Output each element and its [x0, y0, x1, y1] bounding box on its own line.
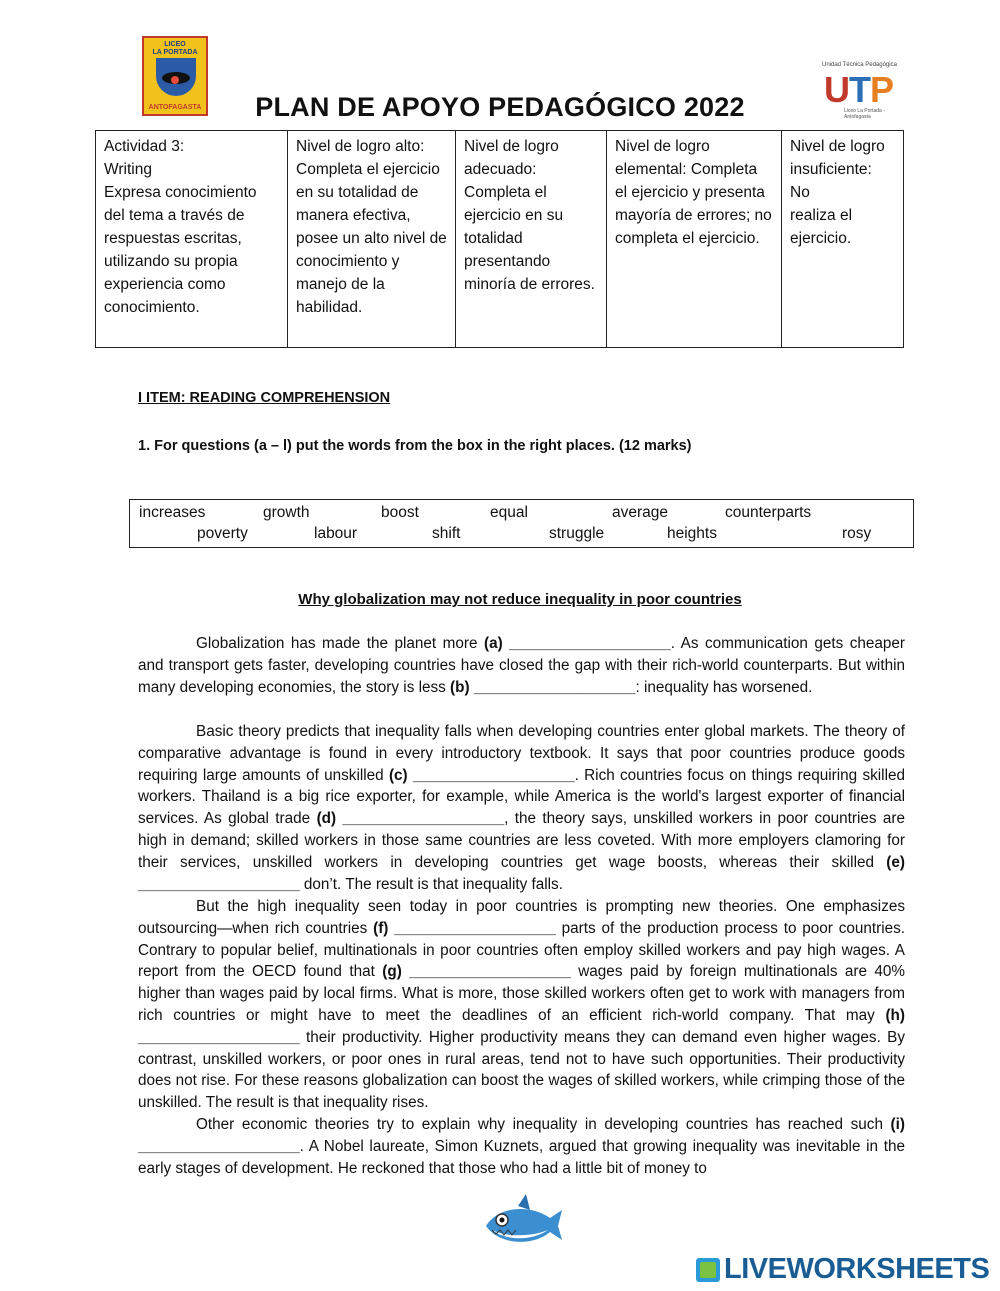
- gap-blank-d[interactable]: ___________________: [342, 810, 505, 828]
- word-item: labour: [314, 525, 358, 542]
- article-paragraph-1: Globalization has made the planet more (a) ___________________. As communication gets cheaper and transport gets faster, developing countries have closed the gap with their rich-world counterparts. But within many developing economies, the story is less (b) ___________________: inequality has worsened.: [138, 635, 905, 696]
- word-item: growth: [263, 504, 310, 521]
- word-item: increases: [139, 504, 206, 521]
- gap-label-i: (i): [890, 1116, 905, 1133]
- gap-blank-c[interactable]: ___________________: [412, 766, 575, 784]
- utp-logo: [820, 62, 910, 118]
- gap-label-a: (a): [483, 635, 503, 652]
- section-title: I ITEM: READING COMPREHENSION: [138, 390, 391, 406]
- utp-u: U: [824, 69, 849, 110]
- rubric-cell-insufficient: Nivel de logro insuficiente: No realiza el ejercicio.: [782, 131, 904, 348]
- gap-label-g: (g): [382, 963, 402, 981]
- word-item: average: [612, 504, 669, 521]
- word-item: heights: [667, 525, 717, 542]
- gap-blank-e[interactable]: ___________________: [138, 875, 300, 893]
- gap-label-d: (d): [316, 810, 337, 828]
- school-emblem-icon: [156, 58, 196, 96]
- rubric-row: [96, 131, 904, 348]
- word-item: equal: [490, 504, 528, 521]
- gap-label-c: (c): [388, 766, 408, 784]
- word-item: poverty: [197, 525, 248, 542]
- article-paragraph-4: Other economic theories try to explain why inequality in developing countries has reached such (i) ___________________. A Nobel laureate, Simon Kuznets, argued that growing inequality was inevitable in the early stages of development. He reckoned that those who had a little bit of money to: [138, 1116, 905, 1177]
- rubric-cell-high: Nivel de logro alto: Completa el ejercicio en su totalidad de manera efectiva, posee un alto nivel de conocimiento y manejo de la habilidad.: [288, 131, 456, 348]
- liveworksheets-badge-icon: [696, 1258, 720, 1282]
- rubric-cell-activity: Actividad 3: Writing Expresa conocimiento del tema a través de respuestas escritas, utilizando su propia experiencia como conocimiento.: [96, 131, 288, 348]
- brand-text: LIVEWORKSHEETS: [724, 1253, 990, 1285]
- utp-small-text: Unidad Técnica Pedagógica: [822, 62, 897, 68]
- logo-line1: LICEO: [164, 41, 186, 48]
- utp-sub-text: Liceo La Portada - Antofagasta: [844, 108, 885, 120]
- gap-label-b: (b): [450, 678, 470, 696]
- word-item: struggle: [549, 525, 605, 542]
- article-title: Why globalization may not reduce inequality in poor countries: [298, 591, 742, 608]
- gap-label-f: (f): [373, 919, 389, 937]
- gap-blank-i[interactable]: ___________________: [138, 1137, 300, 1155]
- rubric-cell-elemental: Nivel de logro elemental: Completa el ejercicio y presenta mayoría de errores; no completa el ejercicio.: [607, 131, 782, 348]
- question-instruction: 1. For questions (a – l) put the words from the box in the right places. (12 marks): [138, 438, 692, 454]
- utp-mark: [824, 69, 894, 110]
- word-item: boost: [381, 504, 419, 521]
- page-title: PLAN DE APOYO PEDAGÓGICO 2022: [255, 92, 745, 122]
- word-item: rosy: [842, 525, 872, 542]
- logo-bottom: ANTOFAGASTA: [148, 104, 202, 111]
- gap-blank-g[interactable]: ___________________: [409, 963, 571, 981]
- rubric-cell-adequate: Nivel de logro adecuado: Completa el ejercicio en su totalidad presentando minoría de errores.: [456, 131, 607, 348]
- word-box: [129, 499, 914, 548]
- logo-line2: LA PORTADA: [152, 49, 198, 56]
- utp-t: T: [849, 69, 870, 110]
- utp-p: P: [870, 69, 894, 110]
- article-paragraph-3: But the high inequality seen today in poor countries is prompting new theories. One emphasizes outsourcing—when rich countries (f) ___________________ parts of the production process to poor countries. Contrary to popular belief, multinationals in poor countries often employ skilled workers and pay high wages. A report from the OECD found that (g) ___________________ wages paid by foreign multinationals are 40% higher than wages paid by local firms. What is more, those skilled workers often get to work with managers from rich countries or might have to meet the deadlines of an efficient rich-world company. That may (h) ___________________ their productivity. Higher productivity means they can demand even higher wages. By contrast, unskilled workers, or poor ones in rural areas, tend not to have such opportunities. Their productivity does not rise. For these reasons globalization can boost the wages of skilled workers, while crimping those of the unskilled. The result is that inequality rises.: [138, 898, 906, 1112]
- word-item: shift: [432, 525, 461, 542]
- rubric-table: [95, 130, 904, 348]
- gap-label-e: (e): [886, 853, 905, 871]
- word-item: counterparts: [725, 504, 812, 521]
- shark-mascot-icon: [478, 1192, 564, 1256]
- gap-label-h: (h): [885, 1006, 905, 1024]
- gap-blank-f[interactable]: ___________________: [394, 919, 556, 937]
- gap-blank-b[interactable]: ___________________: [473, 678, 636, 696]
- article-paragraph-2: Basic theory predicts that inequality falls when developing countries enter global markets. The theory of comparative advantage is found in every introductory textbook. It says that poor countries produce goods requiring large amounts of unskilled (c) ___________________. Rich countries focus on things requiring skilled workers. Thailand is a big rice exporter, for example, while America is the world's largest exporter of financial services. As global trade (d) ___________________, the theory says, unskilled workers in poor countries are high in demand; skilled workers in those same countries are less coveted. With more employers clamoring for their services, unskilled workers in developing countries get wage boosts, whereas their skilled (e) ___________________ don’t. The result is that inequality falls.: [138, 723, 905, 893]
- gap-blank-h[interactable]: ___________________: [138, 1028, 300, 1046]
- gap-blank-a[interactable]: ___________________: [509, 635, 671, 652]
